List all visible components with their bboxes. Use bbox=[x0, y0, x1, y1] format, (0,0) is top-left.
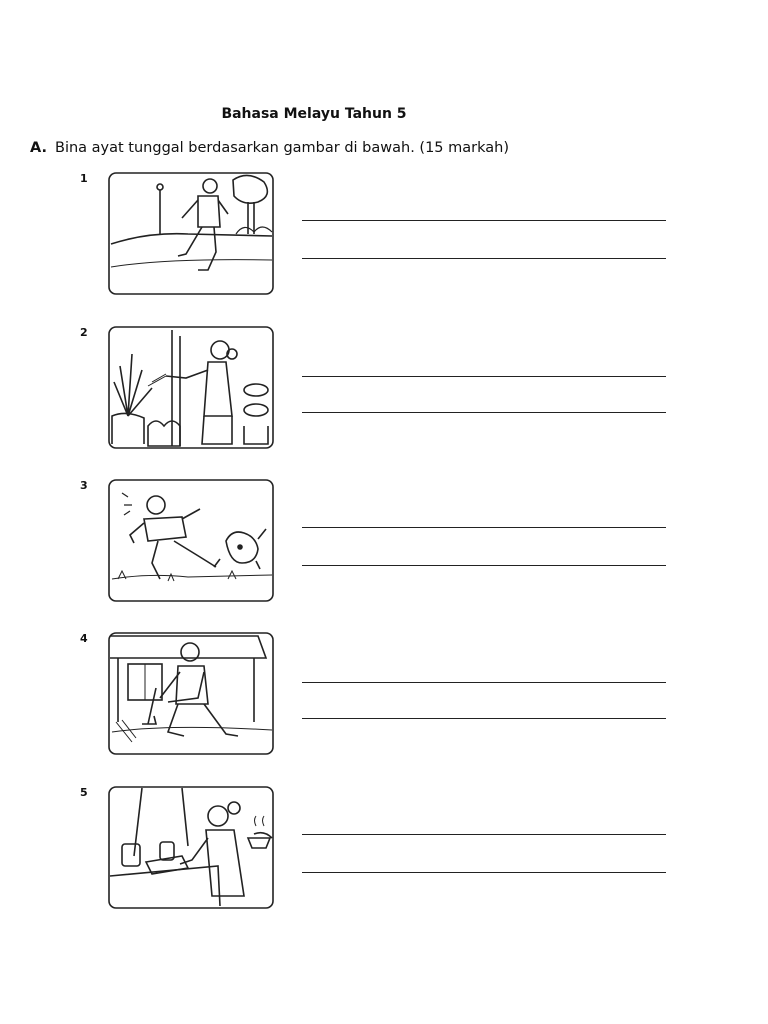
question-number: 2 bbox=[80, 326, 88, 339]
question-item-5 bbox=[0, 786, 768, 916]
question-number: 5 bbox=[80, 786, 88, 799]
question-item-3 bbox=[0, 479, 768, 609]
picture-woman-cooking bbox=[108, 786, 274, 909]
answer-line[interactable] bbox=[302, 376, 666, 377]
question-number: 3 bbox=[80, 479, 88, 492]
picture-boy-chased-by-dog bbox=[108, 479, 274, 602]
question-number: 4 bbox=[80, 632, 88, 645]
answer-line[interactable] bbox=[302, 872, 666, 873]
section-letter: A. bbox=[30, 140, 47, 156]
answer-line[interactable] bbox=[302, 718, 666, 719]
worksheet-title: Bahasa Melayu Tahun 5 bbox=[221, 106, 407, 122]
picture-boy-jogging bbox=[108, 172, 274, 295]
instruction bbox=[30, 140, 509, 156]
question-number: 1 bbox=[80, 172, 88, 185]
instruction-text: Bina ayat tunggal berdasarkan gambar di bawah. (15 markah) bbox=[55, 140, 509, 156]
answer-line[interactable] bbox=[302, 527, 666, 528]
answer-line[interactable] bbox=[302, 258, 666, 259]
answer-line[interactable] bbox=[302, 834, 666, 835]
question-item-1 bbox=[0, 172, 768, 302]
answer-line[interactable] bbox=[302, 220, 666, 221]
question-item-2 bbox=[0, 326, 768, 456]
question-item-4 bbox=[0, 632, 768, 762]
picture-man-hoeing-garden bbox=[108, 632, 274, 755]
answer-line[interactable] bbox=[302, 565, 666, 566]
answer-line[interactable] bbox=[302, 412, 666, 413]
answer-line[interactable] bbox=[302, 682, 666, 683]
picture-woman-watering-plants bbox=[108, 326, 274, 449]
